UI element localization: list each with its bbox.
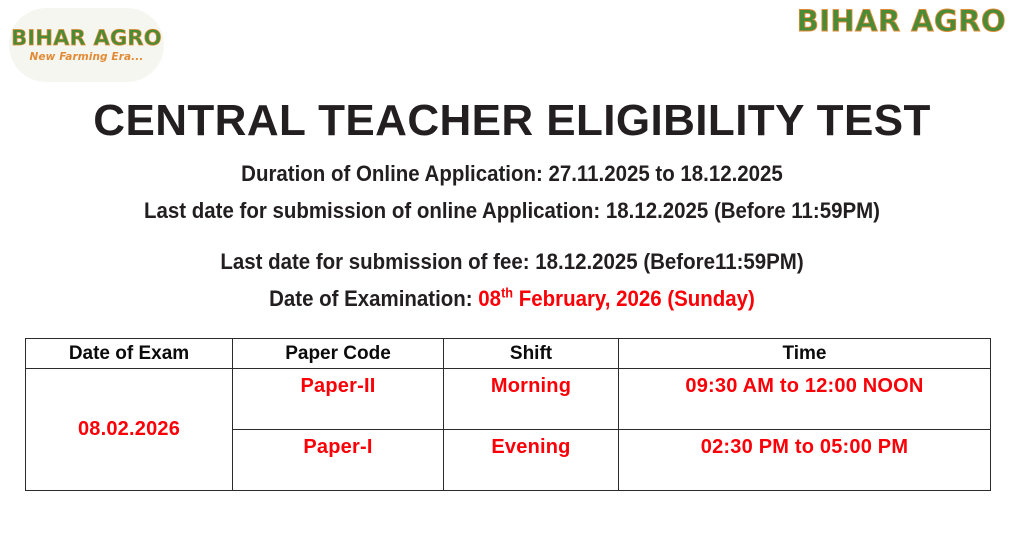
info-line-duration: Duration of Online Application: 27.11.2025 to 18.12.2025: [241, 161, 783, 186]
cell-time: 09:30 AM to 12:00 NOON: [619, 369, 991, 430]
notice-info-block: [0, 163, 1024, 310]
cell-shift: Morning: [444, 369, 619, 430]
table-header-shift: Shift: [444, 339, 619, 369]
table-header-paper-code: Paper Code: [233, 339, 444, 369]
cell-date-of-exam: 08.02.2026: [26, 369, 233, 491]
cell-paper-code: Paper-II: [233, 369, 444, 430]
cell-paper-code: Paper-I: [233, 430, 444, 491]
exam-date-rest: February, 2026 (Sunday): [513, 286, 755, 311]
exam-date-label: Date of Examination:: [269, 286, 479, 311]
brand-logo-left: [9, 8, 164, 82]
info-line-exam-date: [36, 285, 988, 311]
brand-logo-left-name: BIHAR AGRO: [11, 25, 162, 50]
exam-date-day: 08: [478, 286, 502, 311]
cell-time: 02:30 PM to 05:00 PM: [619, 430, 991, 491]
brand-logo-left-tagline: New Farming Era...: [29, 50, 144, 63]
page-title: CENTRAL TEACHER ELIGIBILITY TEST: [93, 96, 931, 145]
table-header-row: [26, 339, 991, 369]
exam-schedule-table: [25, 338, 991, 491]
exam-date-ordinal-suffix: th: [501, 285, 514, 301]
table-row: [26, 369, 991, 430]
table-header-time: Time: [619, 339, 991, 369]
info-line-last-date-application: Last date for submission of online Application: 18.12.2025 (Before 11:59PM): [143, 198, 880, 223]
cell-shift: Evening: [444, 430, 619, 491]
brand-logo-right: BIHAR AGRO: [796, 4, 1006, 38]
info-line-last-date-fee: Last date for submission of fee: 18.12.2025 (Before11:59PM): [220, 249, 804, 274]
table-header-date-of-exam: Date of Exam: [26, 339, 233, 369]
